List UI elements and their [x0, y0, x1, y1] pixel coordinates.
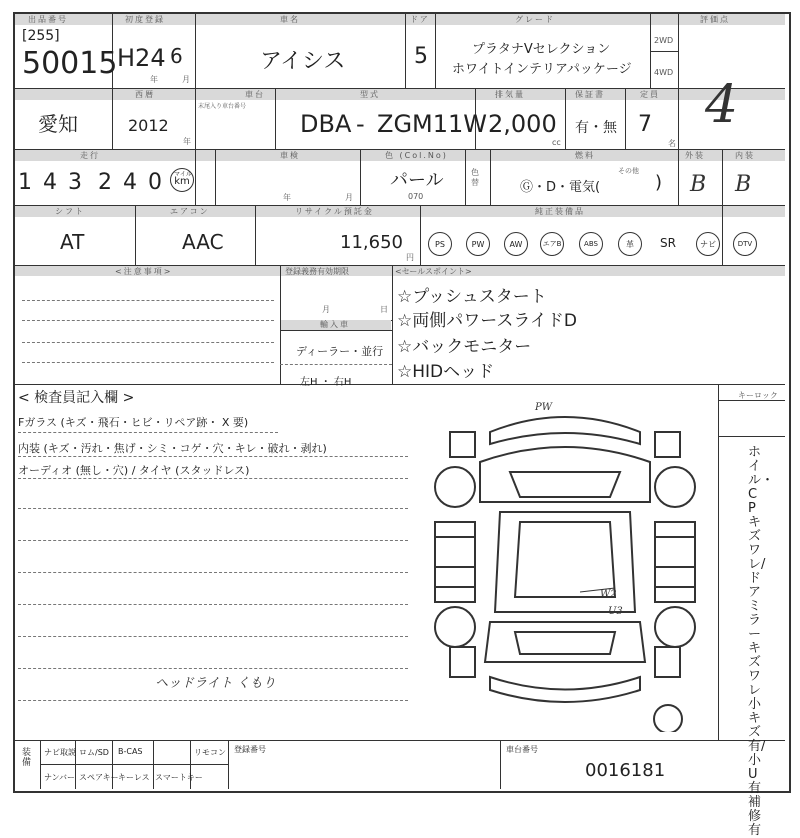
hdr-reg-until: 登録義務有効期限 — [285, 267, 349, 276]
hdr-doors: ドア — [410, 15, 430, 24]
capacity-unit: 名 — [668, 139, 676, 148]
damage-mark-w2: W2 — [600, 589, 617, 600]
hdr-interior: 内装 — [735, 151, 755, 160]
footer-col-2: ロム/SD — [79, 748, 109, 757]
fuel-other: その他 — [618, 167, 639, 175]
hdr-grade: グレード — [515, 15, 555, 24]
hdr-score: 評価点 — [700, 15, 730, 24]
hdr-first-reg: 初度登録 — [125, 15, 165, 24]
equip-ps: PS — [428, 232, 452, 256]
mileage-d2: 4 — [43, 170, 57, 195]
equip-pw: PW — [466, 232, 490, 256]
warranty-value: 有・無 — [575, 120, 617, 136]
car-doors: 5 — [414, 44, 428, 69]
import-hand: 左H ・ 右H — [300, 377, 352, 388]
reg-until-day: 日 — [380, 305, 388, 314]
capacity-value: 7 — [638, 112, 652, 137]
drive-2wd: 2WD — [654, 36, 674, 45]
sales-point-2: ☆両側パワースライドD — [397, 311, 577, 331]
hdr-fuel: 燃料 — [575, 151, 595, 160]
car-name: アイシス — [260, 49, 346, 74]
interior-grade: B — [735, 172, 752, 197]
reg-month: 6 — [170, 44, 183, 68]
inspector-handwritten: ヘッドライト くもり — [155, 676, 276, 691]
color-name: パール — [390, 170, 444, 191]
drive-4wd: 4WD — [654, 68, 674, 77]
import-dealer: ディーラー・並行 — [296, 345, 384, 358]
hdr-shift: シフト — [55, 207, 85, 216]
hdr-import: 輸入車 — [320, 320, 350, 329]
hdr-displacement: 排気量 — [495, 90, 525, 99]
hdr-model-year: 西暦 — [135, 90, 155, 99]
lot-number: 50015 — [22, 46, 118, 81]
displacement-unit: cc — [552, 138, 561, 147]
reg-year-unit: 年 — [150, 75, 158, 84]
key-lock-label: キーロック — [738, 391, 778, 400]
inspector-side-text: ホイル・CPキズ ワレ/ドアミラーキズ ワレ 小キズ有/小U有 補修有 — [748, 445, 775, 838]
footer-inspect-no: 0016181 — [585, 760, 666, 781]
header-band-4 — [15, 206, 785, 217]
color-change: 色替 — [471, 168, 479, 187]
fuel-close: ) — [655, 172, 663, 193]
inspection-month-unit: 月 — [345, 193, 353, 202]
equip-leather: 革 — [618, 232, 642, 256]
car-damage-diagram — [420, 392, 710, 732]
inspector-interior: 内装 (キズ・汚れ・焦げ・シミ・コゲ・穴・キレ・破れ・剥れ) — [18, 442, 327, 455]
hdr-color: 色 (Col.No) — [385, 151, 448, 160]
damage-mark-u3: U3 — [608, 606, 623, 617]
mileage-d6: 0 — [148, 170, 162, 195]
hdr-aircon: エアコン — [170, 207, 210, 216]
mileage-d3: 3 — [68, 170, 82, 195]
lot-prefix: [255] — [22, 28, 60, 44]
damage-mark-pw: PW — [535, 402, 553, 413]
footer-col-1: ナビ取説 — [44, 748, 76, 757]
equip-abs: ABS — [579, 232, 603, 256]
mileage-d4: 2 — [98, 170, 112, 195]
footer-inspect-label: 車台番号 — [506, 745, 538, 754]
footer-col2-2: スペアキー — [79, 773, 119, 782]
hdr-mileage: 走行 — [80, 151, 100, 160]
inspector-audio: オーディオ (無し・穴) / タイヤ (スタッドレス) — [18, 464, 250, 477]
sales-point-1: ☆プッシュスタート — [397, 287, 547, 307]
sales-point-4: ☆HIDヘッド — [397, 362, 495, 382]
hdr-equipment: 純正装備品 — [535, 207, 585, 216]
mileage-d1: 1 — [18, 170, 44, 195]
header-band-2 — [15, 89, 785, 100]
hdr-notes: <注意事項> — [115, 267, 173, 276]
model-year: 2012 — [128, 116, 169, 135]
equip-aw: AW — [504, 232, 528, 256]
footer-col2-1: ナンバー — [44, 773, 76, 782]
footer-col2-3: キーレス — [118, 773, 150, 782]
hdr-inspection: 車検 — [280, 151, 300, 160]
mileage-unit-small: マイル — [174, 171, 192, 178]
sales-point-3: ☆バックモニター — [397, 337, 532, 357]
hdr-model: 型式 — [360, 90, 380, 99]
aircon-value: AAC — [182, 230, 224, 254]
footer-reg-no: 登録番号 — [234, 745, 266, 754]
equip-sr: SR — [660, 236, 676, 250]
model-year-unit: 年 — [183, 137, 191, 146]
equip-navi: ナビ — [696, 232, 720, 256]
recycle-unit: 円 — [406, 253, 414, 262]
inspector-glass: Fガラス (キズ・飛石・ヒビ・リペア跡・ X 要) — [18, 416, 249, 429]
hdr-auction: 出品番号 — [28, 15, 68, 24]
equip-airbag: エアB — [540, 232, 564, 256]
recycle-value: 11,650 — [340, 232, 403, 253]
hdr-car-name: 車名 — [280, 15, 300, 24]
model-prefix: DBA — [300, 110, 352, 138]
reg-era: H24 — [117, 44, 166, 72]
color-code: 070 — [408, 192, 424, 201]
reg-until-month: 月 — [322, 305, 330, 314]
exterior-grade: B — [690, 172, 707, 197]
displacement-value: 2,000 — [488, 110, 557, 138]
shift-value: AT — [60, 230, 85, 254]
reg-month-unit: 月 — [182, 75, 190, 84]
score-value: 4 — [705, 75, 739, 135]
footer-equip: 装備 — [22, 748, 32, 768]
footer-col-3: B-CAS — [118, 747, 143, 756]
footer-col-4: リモコン — [194, 748, 226, 757]
model-dash: - — [356, 110, 365, 138]
inspection-year-unit: 年 — [283, 193, 291, 202]
hdr-recycle: リサイクル預託金 — [295, 207, 374, 216]
hdr-exterior: 外装 — [685, 151, 705, 160]
hdr-chassis: 車台 — [245, 90, 265, 99]
hdr-warranty: 保証書 — [575, 90, 605, 99]
equip-dtv: DTV — [733, 232, 757, 256]
grade-line1: プラタナVセレクション — [472, 42, 611, 57]
footer-col2-4: スマートキー — [155, 773, 203, 782]
mileage-d5: 4 — [123, 170, 137, 195]
hdr-sales-points: <セールスポイント> — [395, 267, 472, 276]
hdr-capacity: 定員 — [640, 90, 660, 99]
model-code: ZGM11W — [377, 110, 488, 138]
grade-line2: ホワイトインテリアパッケージ — [452, 62, 632, 77]
fuel-options: Ⓖ・D・電気( — [520, 180, 601, 195]
chassis-note: 末尾入り車台番号 — [198, 103, 247, 110]
mileage-unit: km — [170, 168, 194, 192]
location: 愛知 — [38, 112, 78, 136]
inspector-title: < 検査員記入欄 > — [18, 390, 135, 406]
